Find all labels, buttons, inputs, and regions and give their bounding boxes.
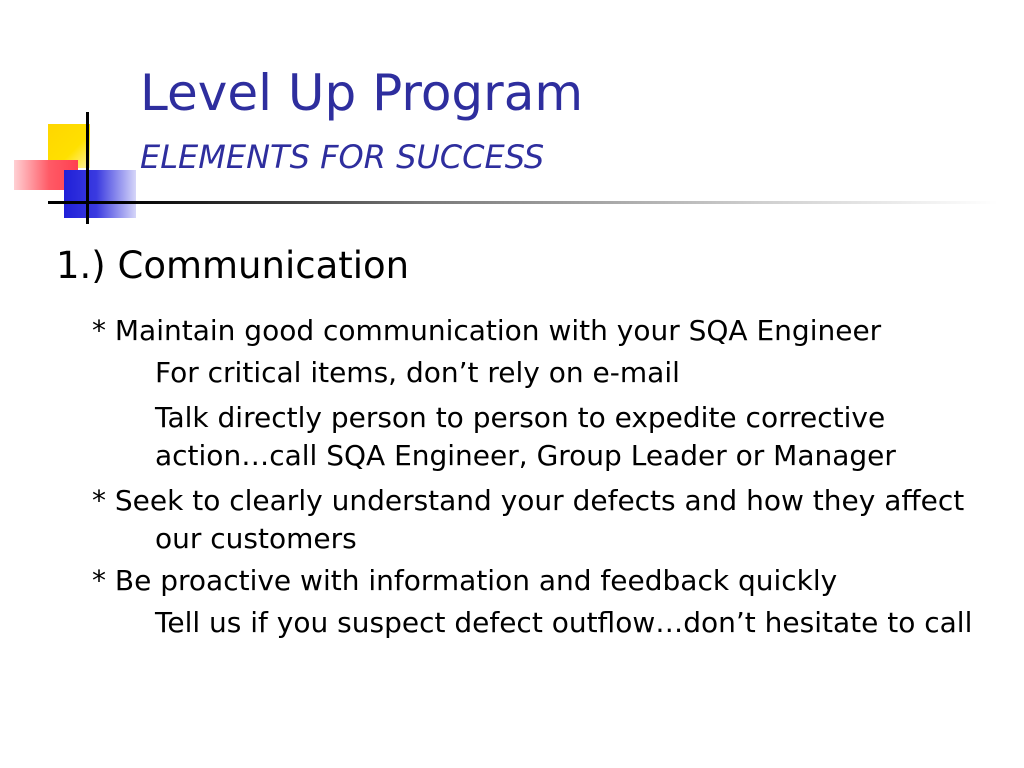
sub-bullet-item: Tell us if you suspect defect outflow…don’t hesitate to call	[155, 606, 973, 639]
bullet-item: * Seek to clearly understand your defects and how they affect our customers	[92, 484, 965, 555]
bullet-list	[92, 312, 992, 649]
title-underline-rule	[48, 201, 998, 204]
section-heading: 1.) Communication	[56, 244, 410, 287]
vertical-rule-decoration	[86, 112, 89, 224]
slide-subtitle: ELEMENTS FOR SUCCESS	[140, 138, 545, 176]
sub-bullet-item: Talk directly person to person to expedite corrective action…call SQA Engineer, Group Leader or Manager	[155, 401, 896, 472]
sub-bullet-item: For critical items, don’t rely on e-mail	[155, 356, 680, 389]
blue-square-decoration	[64, 170, 136, 218]
bullet-item: * Be proactive with information and feedback quickly	[92, 564, 838, 597]
slide-title: Level Up Program	[140, 64, 584, 122]
bullet-item: * Maintain good communication with your SQA Engineer	[92, 314, 882, 347]
